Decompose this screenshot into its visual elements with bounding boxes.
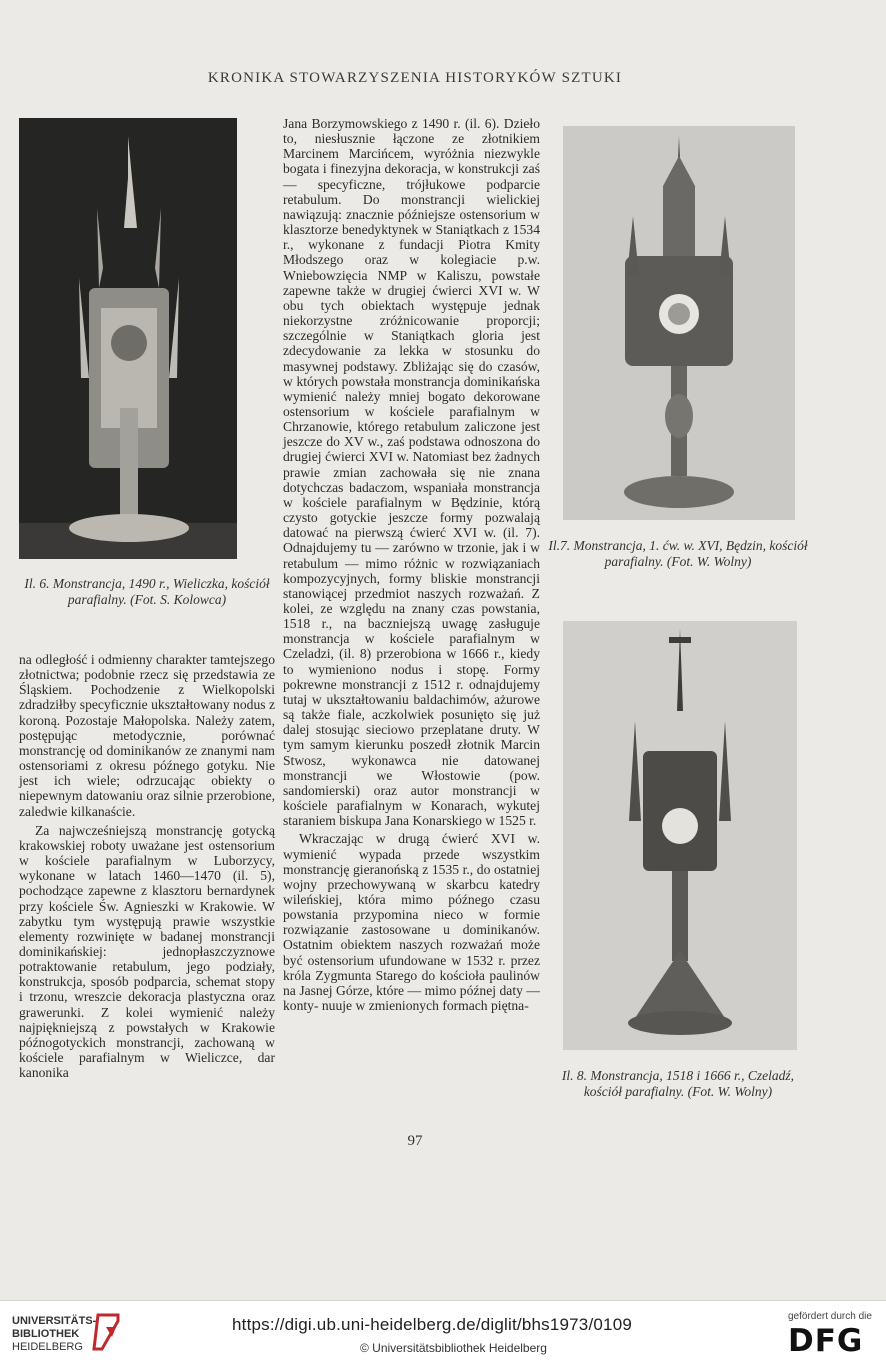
logo-line: BIBLIOTHEK (12, 1328, 80, 1340)
figure-6-photo (19, 118, 237, 559)
page-number: 97 (407, 1133, 423, 1149)
figure-6-caption: Il. 6. Monstrancja, 1490 r., Wieliczka, kościół parafialny. (Fot. S. Kolowca) (24, 576, 270, 607)
copyright-notice: © Universitätsbibliothek Heidelberg (360, 1341, 547, 1355)
university-library-logo[interactable] (12, 1315, 96, 1354)
monstrance-image (563, 621, 797, 1050)
text-column-left (19, 652, 275, 1080)
figure-8-photo (563, 621, 797, 1050)
university-logo-icon (92, 1313, 122, 1351)
paragraph: Za najwcześniejszą monstrancję gotycką krakowskiej roboty uważane jest ostensorium w kościele parafialnym w Luborzycy, wykonane w latach 1460—1470 (il. 5), pochodzące zapewne z klasztoru bernardynek przy kościele Św. Agnieszki w Krakowie. W zabytku tym występują prawie wszystkie elementy rozwinięte w badanej monstrancji dominikańskiej: jednopłaszczyznowe potraktowanie retabulum, jego podziały, konstrukcja, sposób podparcia, schemat stopy i trzonu, wreszcie dekoracja plastyczna oraz grawerunki. Z kolei wymienić należy najpiękniejszą z powstałych w Krakowie późnogotyckich monstrancji, zachowaną w kościele parafialnym w Wieliczce, dar kanonika (19, 822, 275, 1081)
permalink-url[interactable]: https://digi.ub.uni-heidelberg.de/diglit/bhs1973/0109 (232, 1315, 632, 1334)
paragraph: na odległość i odmienny charakter tamtejszego złotnictwa; podobnie rzecz się przedstawia ze Śląskiem. Pochodzenie z Wielkopolski zdradziłby specyficznie ukształtowany nodus z koroną. Pozostaje Małopolska. Należy zatem, postępując metodycznie, porównać monstrancję od dominikanów ze znanymi nam ostensoriami z okresu późnego gotyku. Nie jest ich wiele; odrzucając obiekty o niepewnym datowaniu oraz silnie przerobione, zaledwie kilkanaście. (19, 652, 275, 819)
sponsor-label: gefördert durch die (788, 1311, 872, 1322)
figure-7-photo (563, 126, 795, 520)
logo-line: HEIDELBERG (12, 1341, 83, 1353)
monstrance-image (563, 126, 795, 520)
footer-bar (0, 1300, 886, 1366)
dfg-logo[interactable]: DFG (788, 1323, 864, 1359)
running-header: KRONIKA STOWARZYSZENIA HISTORYKÓW SZTUKI (207, 70, 623, 86)
text-column-middle (283, 116, 540, 1013)
paragraph: Jana Borzymowskiego z 1490 r. (il. 6). Dzieło to, niesłusznie łączone ze złotnikiem Marcinem Marcińcem, wyróżnia niezwykle bogata i finezyjna dekoracja, w konstrukcji zaś — specyficzne, trójłukowe podparcie retabulum. Do monstrancji wielickiej nawiązują: znacznie późniejsze ostensorium w klasztorze benedyktynek w Staniątkach z 1534 r., wykonane z fundacji Piotra Kmity Młodszego oraz w kolegiacie p.w. Wniebowzięcia NMP w Kaliszu, powstałe zapewne także w drugiej ćwierci XVI w. W obu tych obiektach występuje jednak niekorzystne zróżnicowanie proporcji; szczególnie w Staniątkach gloria jest zdecydowanie za lekka w stosunku do masywnej podstawy. Zbliżając się do czasów, w których powstała monstrancja dominikańska wymienić należy mniej bogato dekorowane ostensorium w kościele parafialnym w Chrzanowie, którego retabulum zaliczone jest jeszcze do XV w., zaś podstawa odnoszona do drugiej ćwierci XVI w. Natomiast bez żadnych prawie zmian zachowała się nie znana dotychczas badaczom, wspaniała monstrancja w kościele parafialnym w Będzinie, którą czysto gotyckie jeszcze formy pozwalają datować na pierwszą ćwierć XVI w. (il. 7). Odnajdujemy tu — zarówno w trzonie, jak i w retabulum — mimo różnic w rozwiązaniach kompozycyjnych, formy bliskie monstrancji stanowiącej przedmiot naszych rozważań. Z kolei, ze względu na znany czas powstania, 1518 r., na baczniejszą uwagę zasługuje monstrancja w kościele parafialnym w Czeladzi, (il. 8) przerobiona w 1666 r., kiedy to wymieniono nodus i stopę. Formy pokrewne monstrancji z 1512 r. odnajdujemy tutaj w ukształtowaniu baldachimów, ażurowe są także fiale, aczkolwiek posunięto się już dalej stosując sieciowo przeplatane druty. W tym samym kierunku poszedł złotnik Marcin Stwosz, wykonawca nie datowanej monstrancji we Włostowie (pow. sandomierski) oraz autor monstrancji w kościele parafialnym w Konarach, wykutej staraniem biskupa Jana Konarskiego w 1525 r. (283, 116, 540, 829)
monstrance-image (19, 118, 237, 559)
figure-8-caption: Il. 8. Monstrancja, 1518 i 1666 r., Czeladź, kościół parafialny. (Fot. W. Wolny) (561, 1068, 795, 1099)
figure-7-caption: Il.7. Monstrancja, 1. ćw. w. XVI, Będzin, kościół parafialny. (Fot. W. Wolny) (548, 538, 808, 569)
paragraph: Wkraczając w drugą ćwierć XVI w. wymienić wypada przede wszystkim monstrancję gieranońską z 1535 r., do ostatniej wojny przechowywaną w skarbcu katedry wileńskiej, która mimo późnego czasu powstania przypomina nieco w formie rozwiązanie zastosowane u dominikanów. Ostatnim obiektem naszych rozważań może być ostensorium ufundowane w 1532 r. przez króla Zygmunta Starego do kościoła paulinów na Jasnej Górze, które — mimo późnej daty — konty- nuuje w zmienionych formach piętna- (283, 831, 540, 1014)
logo-line: UNIVERSITÄTS- (12, 1315, 97, 1327)
